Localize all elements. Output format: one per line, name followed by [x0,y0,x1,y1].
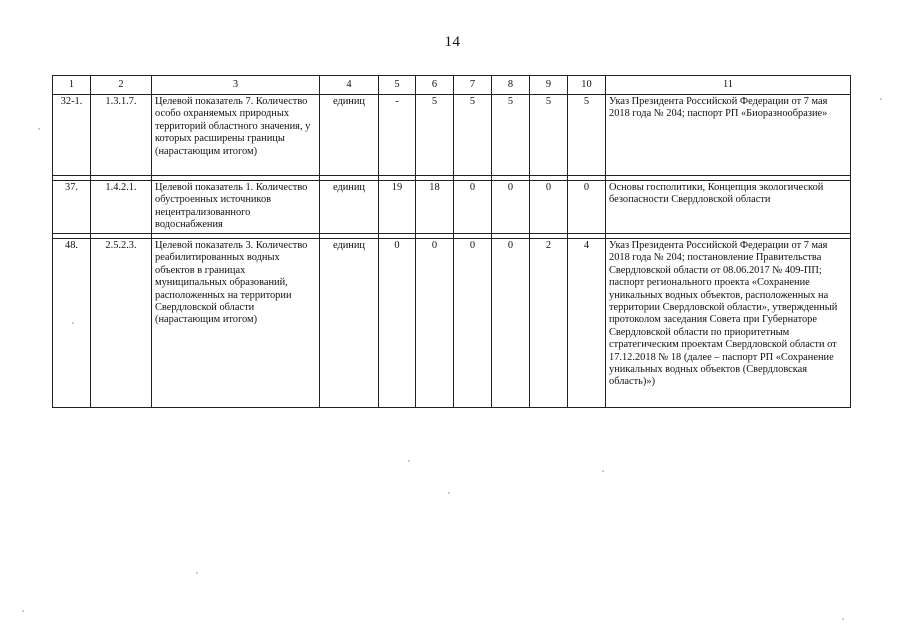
value-cell: 0 [454,181,492,234]
column-header: 8 [492,76,530,95]
indicator-name: Целевой показатель 1. Количество обустроенных источников нецентрализованного водоснабжения [152,181,320,234]
value-cell: 5 [416,95,454,176]
value-cell: 5 [568,95,606,176]
column-header: 3 [152,76,320,95]
value-cell: 2 [530,239,568,408]
column-header: 1 [53,76,91,95]
value-cell: 0 [492,239,530,408]
scan-speck [448,492,450,494]
value-cell: 0 [492,181,530,234]
row-code: 2.5.2.3. [91,239,152,408]
column-header: 7 [454,76,492,95]
column-header: 4 [320,76,379,95]
table-header-row [53,76,851,95]
scan-speck [408,460,410,462]
value-cell: 0 [568,181,606,234]
unit-cell: единиц [320,239,379,408]
value-cell: 19 [379,181,416,234]
column-header: 11 [606,76,851,95]
column-header: 9 [530,76,568,95]
source-cell: Указ Президента Российской Федерации от 7 мая 2018 года № 204; паспорт РП «Биоразнообразие» [606,95,851,176]
column-header: 5 [379,76,416,95]
value-cell: 0 [416,239,454,408]
indicators-table [52,75,851,408]
unit-cell: единиц [320,95,379,176]
value-cell: 0 [454,239,492,408]
row-code: 1.3.1.7. [91,95,152,176]
source-cell: Основы госполитики, Концепция экологической безопасности Свердловской области [606,181,851,234]
value-cell: 4 [568,239,606,408]
column-header: 6 [416,76,454,95]
scan-speck [22,610,24,612]
scan-speck [72,322,74,324]
scan-speck [196,572,198,574]
value-cell: - [379,95,416,176]
unit-cell: единиц [320,181,379,234]
row-number: 32-1. [53,95,91,176]
value-cell: 5 [530,95,568,176]
scan-speck [38,128,40,130]
scan-speck [880,98,882,100]
table-row [53,181,851,234]
column-header: 2 [91,76,152,95]
indicator-name: Целевой показатель 7. Количество особо охраняемых природных территорий областного значения, у которых расширены границы (нарастающим итогом) [152,95,320,176]
table-row [53,95,851,176]
value-cell: 5 [492,95,530,176]
value-cell: 0 [530,181,568,234]
value-cell: 5 [454,95,492,176]
row-number: 37. [53,181,91,234]
value-cell: 0 [379,239,416,408]
scan-speck [602,470,604,472]
page-number: 14 [444,34,461,50]
row-number: 48. [53,239,91,408]
row-code: 1.4.2.1. [91,181,152,234]
value-cell: 18 [416,181,454,234]
scan-speck [842,618,844,620]
table-row [53,239,851,408]
indicator-name: Целевой показатель 3. Количество реабилитированных водных объектов в границах муниципальных образований, расположенных на территории Свердловской области (нарастающим итогом) [152,239,320,408]
source-cell: Указ Президента Российской Федерации от 7 мая 2018 года № 204; постановление Правительства Свердловской области от 08.06.2017 № 409-ПП; паспорт регионального проекта «Сохранение уникальных водных объектов, расположенных на территории Свердловской области», утвержденный протоколом заседания Совета при Губернаторе Свердловской области по приоритетным стратегическим проектам Свердловской области от 17.12.2018 № 18 (далее – паспорт РП «Сохранение уникальных водных объектов (Свердловская область)») [606,239,851,408]
column-header: 10 [568,76,606,95]
